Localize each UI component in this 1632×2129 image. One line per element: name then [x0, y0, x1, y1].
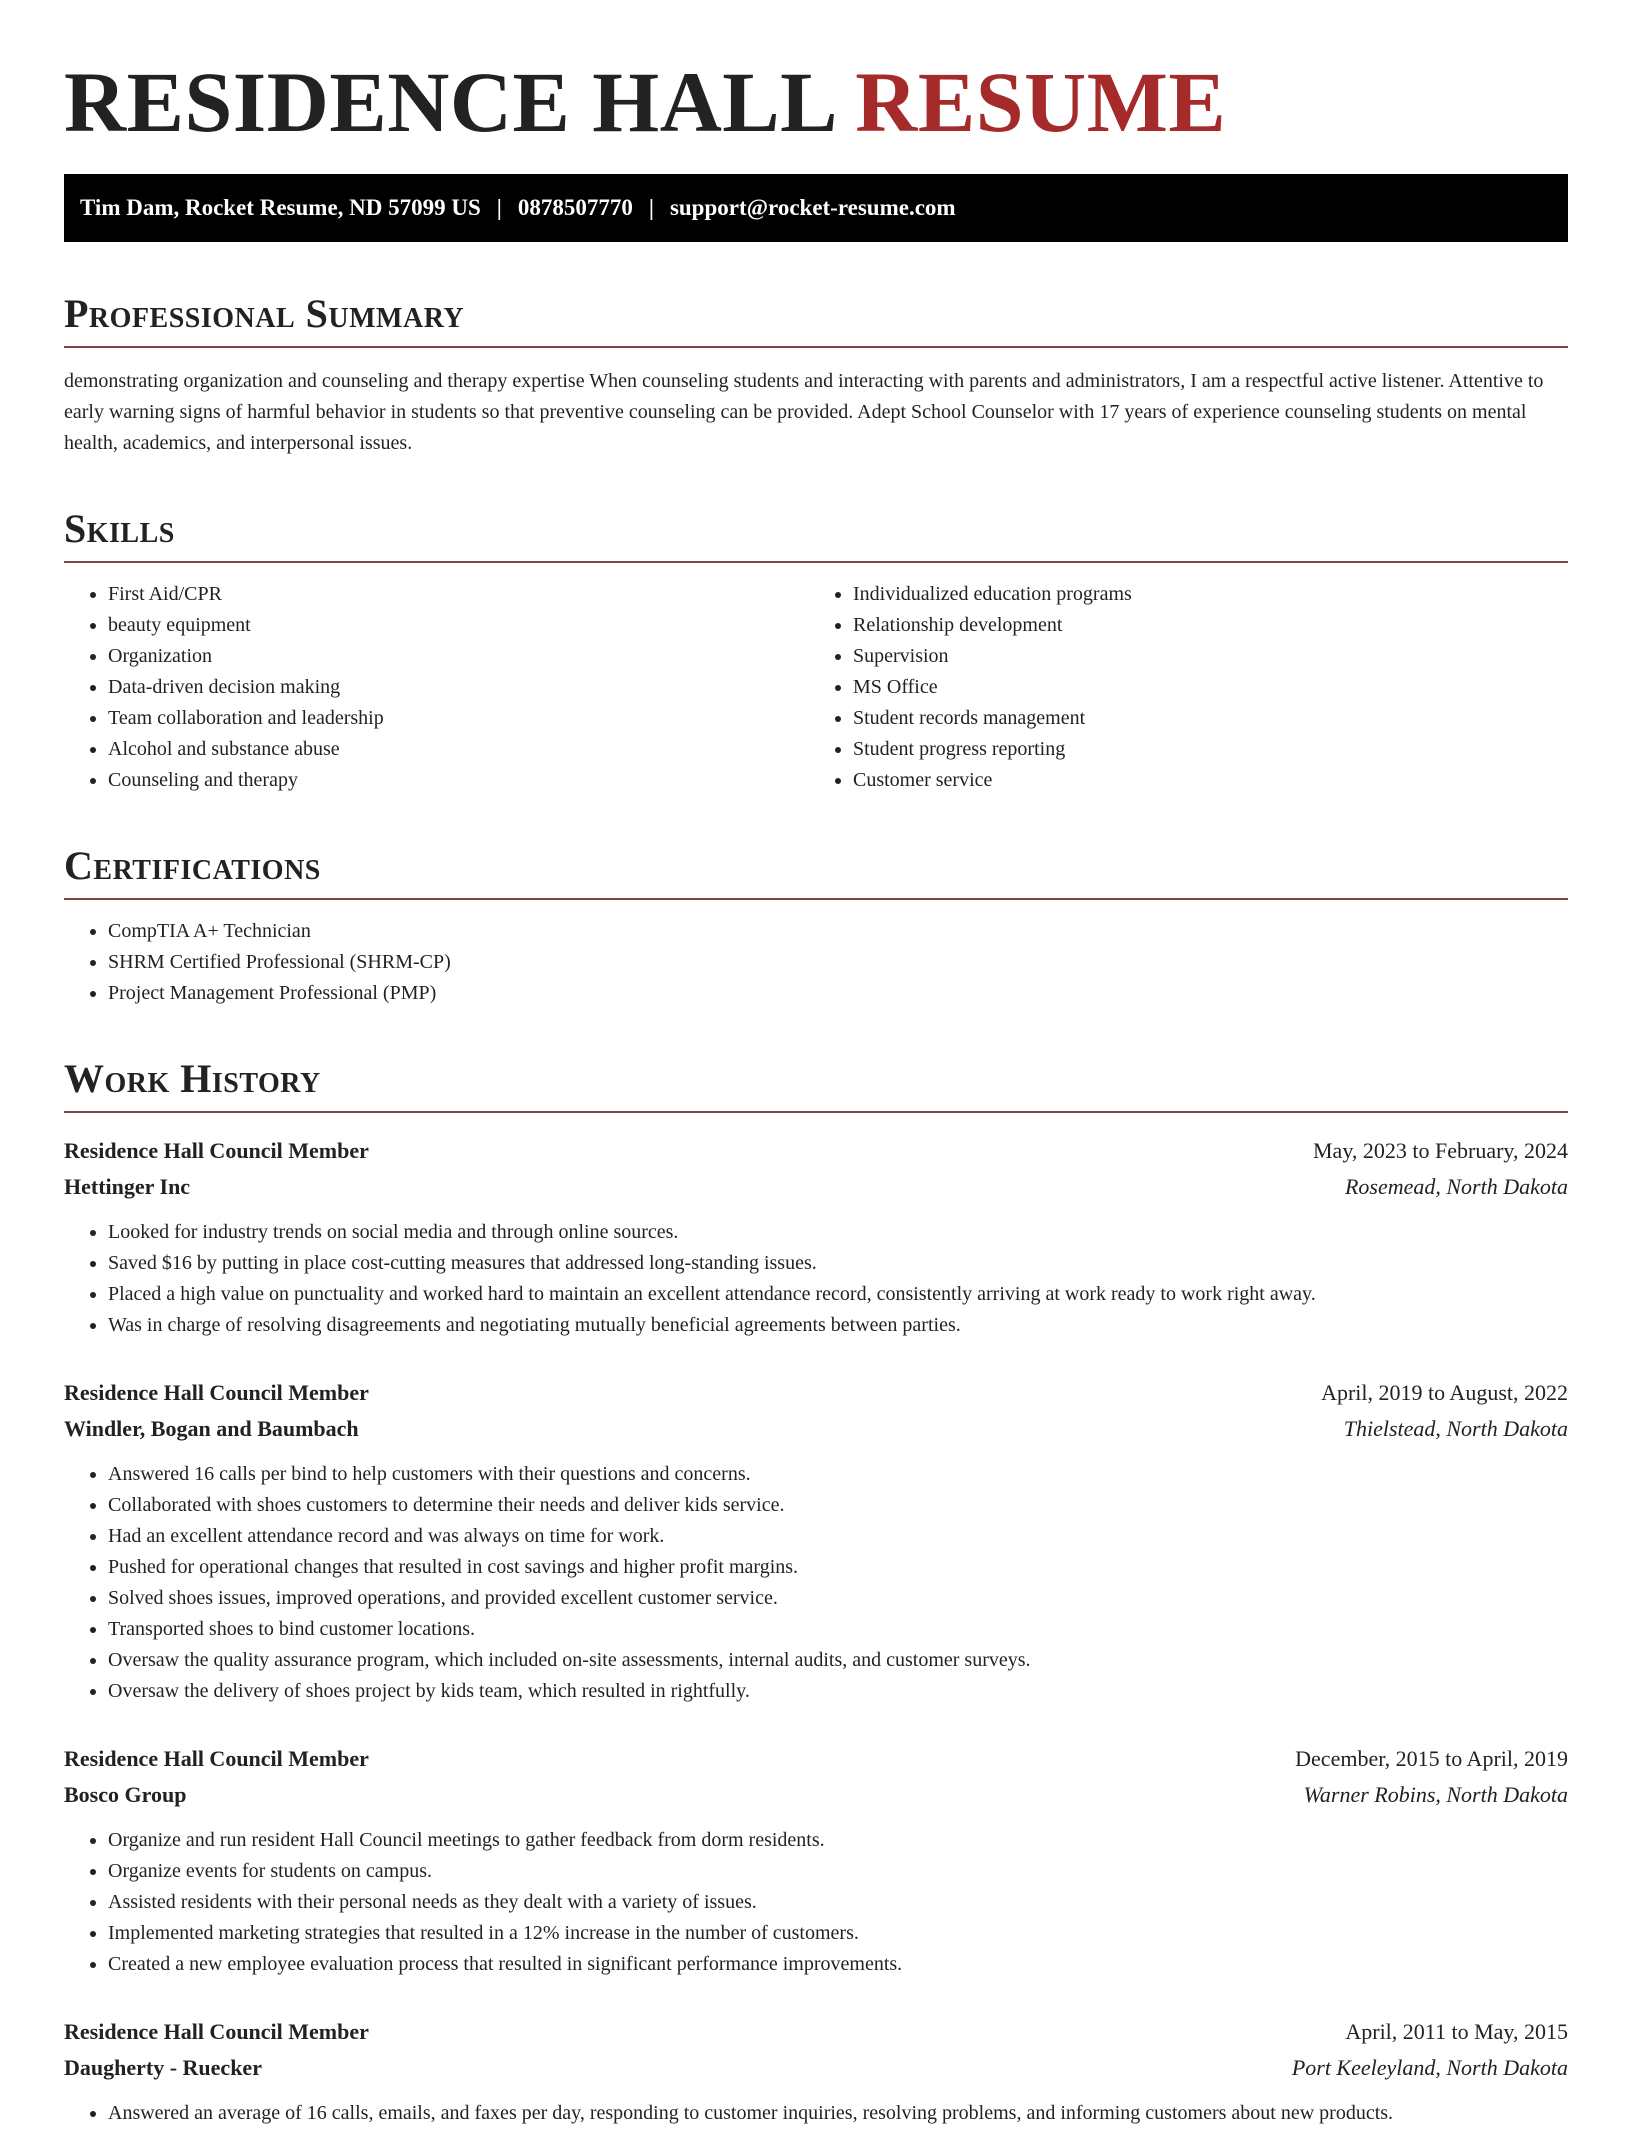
job-company-row	[64, 1777, 1568, 1813]
job-bullet: • Solved shoes issues, improved operations, and provided excellent customer service.	[108, 1583, 1568, 1614]
job-bullets	[64, 2098, 1568, 2129]
job-entry	[64, 1375, 1568, 1707]
job-bullet: • Looked for industry trends on social media and through online sources.	[108, 1217, 1568, 1248]
job-title: Residence Hall Council Member	[64, 1746, 369, 1771]
job-company-row	[64, 2050, 1568, 2086]
job-dates: December, 2015 to April, 2019	[1295, 1746, 1568, 1771]
work-history-section	[64, 1053, 1568, 2129]
job-bullet: • Placed a high value on punctuality and worked hard to maintain an excellent attendance record, consistently arriving at work ready to work right away.	[108, 1279, 1568, 1310]
skills-list-left	[64, 579, 823, 796]
certifications-section	[64, 840, 1568, 1009]
contact-bar	[64, 174, 1568, 242]
certification-item: • SHRM Certified Professional (SHRM-CP)	[108, 947, 1568, 978]
job-title: Residence Hall Council Member	[64, 1380, 369, 1405]
skill-item: • Counseling and therapy	[108, 765, 823, 796]
job-bullet: • Answered 16 calls per bind to help customers with their questions and concerns.	[108, 1459, 1568, 1490]
job-bullet: • Oversaw the delivery of shoes project by kids team, which resulted in rightfully.	[108, 1676, 1568, 1707]
job-bullets	[64, 1459, 1568, 1707]
job-bullet: • Transported shoes to bind customer locations.	[108, 1614, 1568, 1645]
job-dates: April, 2011 to May, 2015	[1345, 2019, 1568, 2044]
job-location: Port Keeleyland, North Dakota	[1291, 2055, 1568, 2080]
skills-section	[64, 503, 1568, 796]
job-header-row	[64, 1375, 1568, 1411]
contact-email: support@rocket-resume.com	[669, 195, 956, 220]
skill-item: • MS Office	[853, 672, 1568, 703]
job-bullet: • Pushed for operational changes that resulted in cost savings and higher profit margins.	[108, 1552, 1568, 1583]
job-title: Residence Hall Council Member	[64, 1138, 369, 1163]
certifications-heading: Certifications	[64, 843, 321, 888]
skill-item: • Supervision	[853, 641, 1568, 672]
job-bullets	[64, 1217, 1568, 1341]
job-bullet: • Was in charge of resolving disagreements and negotiating mutually beneficial agreements between parties.	[108, 1310, 1568, 1341]
job-dates: May, 2023 to February, 2024	[1313, 1138, 1568, 1163]
job-location: Rosemead, North Dakota	[1344, 1174, 1568, 1199]
skill-item: • Team collaboration and leadership	[108, 703, 823, 734]
contact-address: Tim Dam, Rocket Resume, ND 57099 US	[80, 195, 481, 220]
job-entry	[64, 1133, 1568, 1341]
job-entry	[64, 1741, 1568, 1980]
job-bullet: • Had an excellent attendance record and was always on time for work.	[108, 1521, 1568, 1552]
work-history-heading: Work History	[64, 1056, 321, 1101]
job-bullet: • Assisted residents with their personal needs as they dealt with a variety of issues.	[108, 1887, 1568, 1918]
job-bullet: • Collaborated with shoes customers to determine their needs and deliver kids service.	[108, 1490, 1568, 1521]
section-divider	[64, 346, 1568, 348]
skill-item: • Organization	[108, 641, 823, 672]
skill-item: • Individualized education programs	[853, 579, 1568, 610]
skills-list-right	[823, 579, 1568, 796]
job-location: Thielstead, North Dakota	[1343, 1416, 1568, 1441]
job-bullet: • Organize events for students on campus.	[108, 1856, 1568, 1887]
certification-item: • CompTIA A+ Technician	[108, 916, 1568, 947]
summary-section	[64, 288, 1568, 459]
certifications-list	[64, 916, 1568, 1009]
job-location: Warner Robins, North Dakota	[1303, 1782, 1568, 1807]
contact-phone: 0878507770	[517, 195, 633, 220]
skill-item: • beauty equipment	[108, 610, 823, 641]
job-bullet: • Organize and run resident Hall Council meetings to gather feedback from dorm residents.	[108, 1825, 1568, 1856]
job-company: Daugherty - Ruecker	[64, 2055, 262, 2080]
job-company-row	[64, 1411, 1568, 1447]
title-main: RESIDENCE HALL	[64, 54, 834, 150]
job-bullet: • Saved $16 by putting in place cost-cutting measures that addressed long-standing issues.	[108, 1248, 1568, 1279]
section-divider	[64, 1111, 1568, 1113]
skill-item: • Student progress reporting	[853, 734, 1568, 765]
job-bullets	[64, 1825, 1568, 1980]
contact-separator: |	[648, 195, 654, 220]
job-bullet: • Answered an average of 16 calls, emails, and faxes per day, responding to customer inquiries, resolving problems, and informing customers about new products.	[108, 2098, 1568, 2129]
summary-text: demonstrating organization and counseling and therapy expertise When counseling students and interacting with parents and administrators, I am a respectful active listener. Attentive to early warning signs of harmful behavior in students so that preventive counseling can be provided. Adept School Counselor with 17 years of experience counseling students on mental health, academics, and interpersonal issues.	[64, 370, 1544, 454]
title-accent: RESUME	[855, 54, 1227, 150]
job-bullet: • Created a new employee evaluation process that resulted in significant performance improvements.	[108, 1949, 1568, 1980]
skill-item: • Data-driven decision making	[108, 672, 823, 703]
skill-item: • Customer service	[853, 765, 1568, 796]
skill-item: • Student records management	[853, 703, 1568, 734]
job-company: Windler, Bogan and Baumbach	[64, 1416, 359, 1441]
job-company-row	[64, 1169, 1568, 1205]
job-bullet: • Implemented marketing strategies that resulted in a 12% increase in the number of customers.	[108, 1918, 1568, 1949]
summary-heading: Professional Summary	[64, 291, 465, 336]
contact-separator: |	[496, 195, 502, 220]
job-title: Residence Hall Council Member	[64, 2019, 369, 2044]
job-company: Hettinger Inc	[64, 1174, 191, 1199]
job-header-row	[64, 2014, 1568, 2050]
skill-item: • Relationship development	[853, 610, 1568, 641]
job-company: Bosco Group	[64, 1782, 187, 1807]
skill-item: • First Aid/CPR	[108, 579, 823, 610]
job-dates: April, 2019 to August, 2022	[1321, 1380, 1568, 1405]
section-divider	[64, 898, 1568, 900]
job-header-row	[64, 1133, 1568, 1169]
section-divider	[64, 561, 1568, 563]
job-header-row	[64, 1741, 1568, 1777]
skills-heading: Skills	[64, 506, 175, 551]
job-bullet: • Oversaw the quality assurance program, which included on-site assessments, internal audits, and customer surveys.	[108, 1645, 1568, 1676]
resume-title	[64, 0, 1568, 152]
certification-item: • Project Management Professional (PMP)	[108, 978, 1568, 1009]
skills-grid	[64, 579, 1568, 796]
skill-item: • Alcohol and substance abuse	[108, 734, 823, 765]
